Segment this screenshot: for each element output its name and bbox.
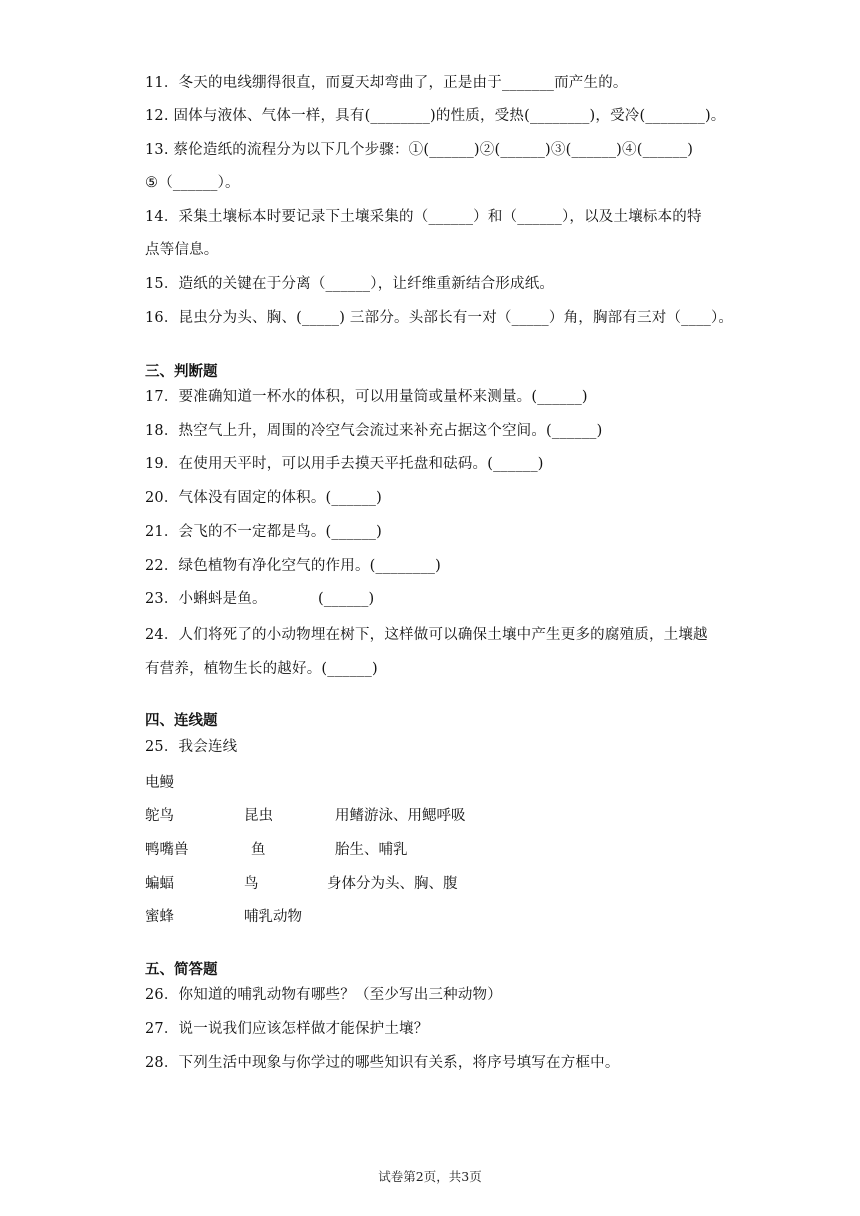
match-animal-3: 鸭嘴兽 [145,842,189,858]
match-class-3: 鸟 [244,876,259,892]
question-15: 15．造纸的关键在于分离（______），让纤维重新结合形成纸。 [145,276,555,292]
match-class-2: 鱼 [251,842,266,858]
match-animal-4: 蝙蝠 [145,876,174,892]
question-23: 23．小蝌蚪是鱼。 [145,591,267,607]
question-22: 22．绿色植物有净化空气的作用。(________) [145,558,441,574]
question-23-blank: (______) [318,591,375,607]
question-21: 21．会飞的不一定都是鸟。(______) [145,524,382,540]
question-14: 14．采集土壤标本时要记录下土壤采集的（______）和（______），以及土壤标本的特 [145,209,702,225]
section-heading-judgement: 三、判断题 [145,364,218,380]
match-feature-2: 胎生、哺乳 [335,842,408,858]
section-heading-matching: 四、连线题 [145,713,218,729]
question-20: 20．气体没有固定的体积。(______) [145,490,382,506]
page-footer: 试卷第2页，共3页 [378,1169,482,1184]
match-animal-1: 电鳗 [145,775,174,791]
question-12: 12. 固体与液体、气体一样，具有(________)的性质，受热(________)，受冷(________)。 [145,108,726,124]
match-class-4: 哺乳动物 [244,909,302,925]
question-13-continued: ⑤（______）。 [145,175,240,191]
question-26: 26．你知道的哺乳动物有哪些？（至少写出三种动物） [145,987,502,1003]
question-24: 24．人们将死了的小动物埋在树下，这样做可以确保土壤中产生更多的腐殖质，土壤越 [145,627,708,643]
question-16: 16．昆虫分为头、胸、(_____) 三部分。头部长有一对（_____）角，胸部有三对（____）。 [145,310,734,326]
match-feature-3: 身体分为头、胸、腹 [327,876,458,892]
question-24-continued: 有营养，植物生长的越好。(______) [145,661,378,677]
match-class-1: 昆虫 [244,808,273,824]
match-animal-2: 鸵鸟 [145,808,174,824]
question-25: 25．我会连线 [145,739,238,755]
match-animal-5: 蜜蜂 [145,909,174,925]
question-11: 11．冬天的电线绷得很直，而夏天却弯曲了，正是由于_______而产生的。 [145,75,628,91]
question-14-continued: 点等信息。 [145,242,219,258]
question-18: 18．热空气上升，周围的冷空气会流过来补充占据这个空间。(______) [145,423,603,439]
question-13: 13. 蔡伦造纸的流程分为以下几个步骤：①(______)②(______)③(______)④(______) [145,142,694,158]
question-17: 17．要准确知道一杯水的体积，可以用量筒或量杯来测量。(______) [145,389,588,405]
section-heading-short-answer: 五、简答题 [145,962,218,978]
question-27: 27．说一说我们应该怎样做才能保护土壤？ [145,1021,429,1037]
match-feature-1: 用鳍游泳、用鳃呼吸 [335,808,466,824]
question-19: 19．在使用天平时，可以用手去摸天平托盘和砝码。(______) [145,456,544,472]
question-28: 28．下列生活中现象与你学过的哪些知识有关系，将序号填写在方框中。 [145,1055,620,1071]
